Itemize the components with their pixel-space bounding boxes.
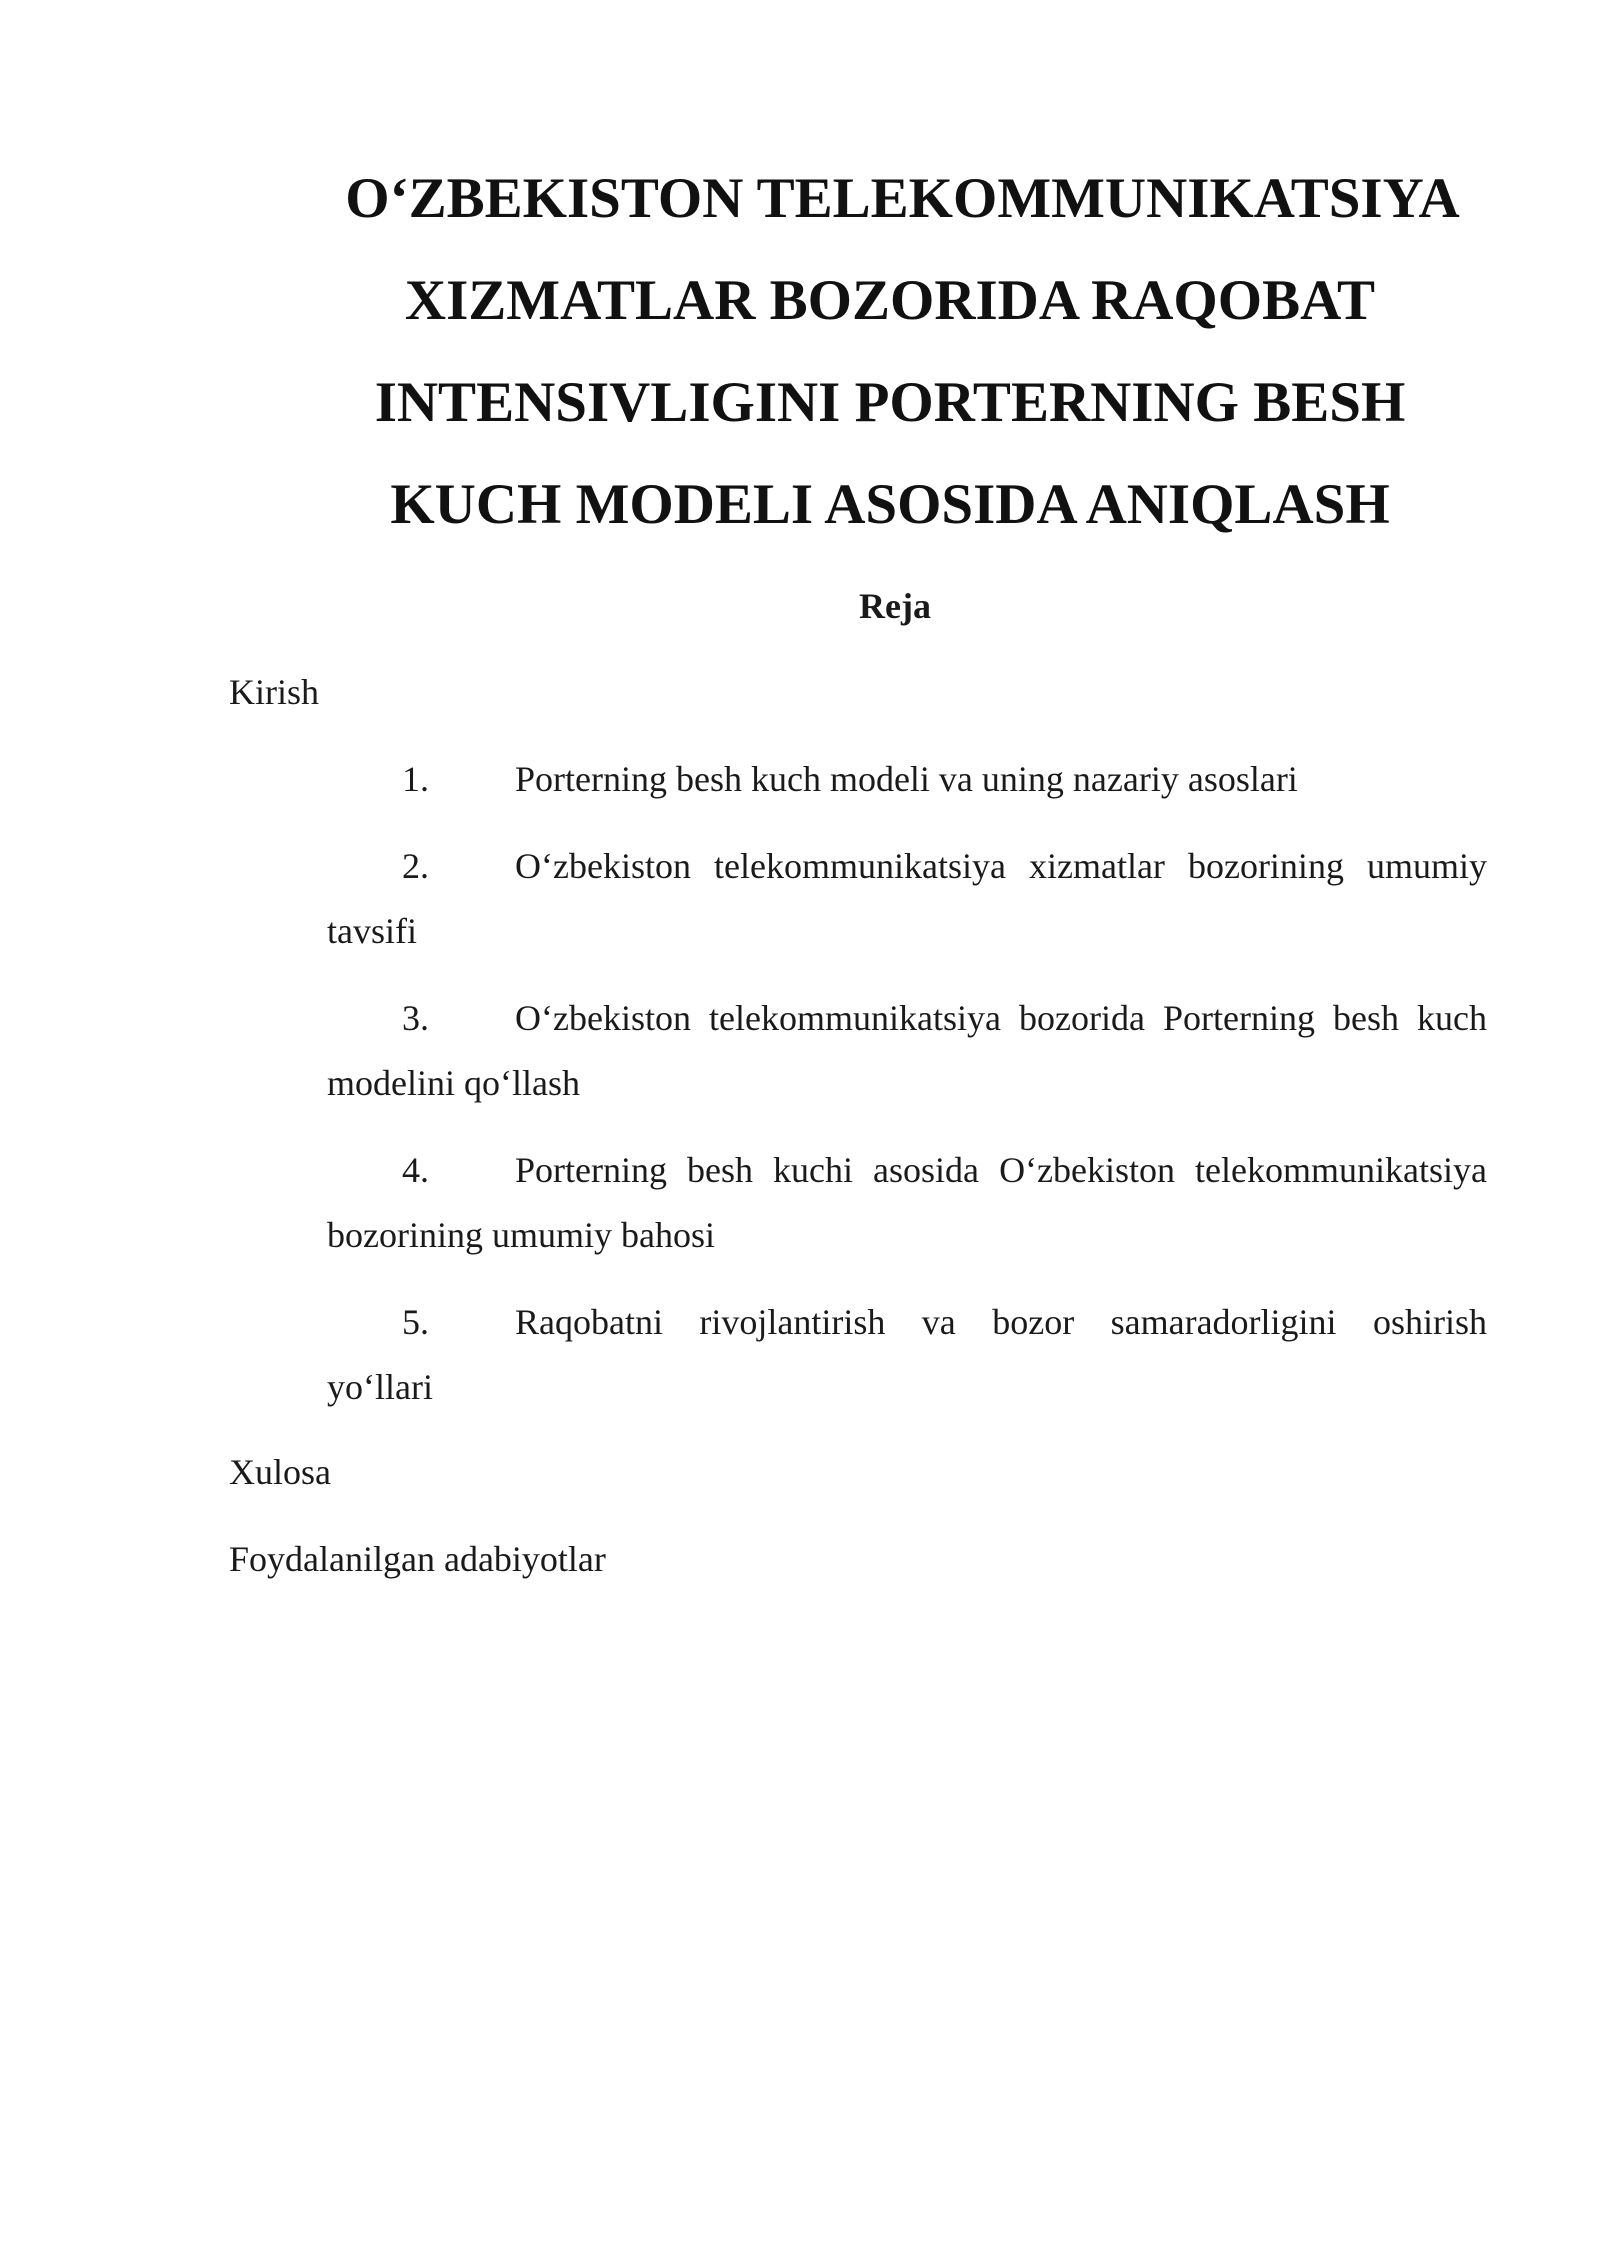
plan-heading: Reja	[859, 586, 931, 626]
plan-item-text: Raqobatni rivojlantirish va bozor samaradorligini oshirish	[515, 1302, 1487, 1342]
plan-item-number: 3.	[402, 998, 429, 1038]
document-title	[300, 148, 1480, 556]
intro-entry: Kirish	[229, 672, 319, 712]
plan-item-text: Porterning besh kuch modeli va uning nazariy asoslari	[515, 759, 1298, 799]
title-line-3: INTENSIVLIGINI PORTERNING BESH	[374, 371, 1406, 434]
plan-item-number: 5.	[402, 1302, 429, 1342]
plan-item-text: O‘zbekiston telekommunikatsiya xizmatlar bozorining umumiy	[515, 846, 1487, 886]
plan-item-2	[327, 834, 1487, 964]
plan-item-number: 1.	[402, 759, 429, 799]
plan-item-continuation: modelini qo‘llash	[327, 1063, 580, 1103]
plan-item-text: O‘zbekiston telekommunikatsiya bozorida Porterning besh kuch	[515, 998, 1487, 1038]
plan-item-1	[327, 747, 1487, 812]
plan-item-3	[327, 986, 1487, 1116]
title-line-1: O‘ZBEKISTON TELEKOMMUNIKATSIYA	[345, 167, 1460, 230]
title-line-2: XIZMATLAR BOZORIDA RAQOBAT	[404, 269, 1376, 332]
plan-item-continuation: tavsifi	[327, 911, 417, 951]
plan-item-4	[327, 1138, 1487, 1268]
conclusion-entry: Xulosa	[229, 1452, 331, 1492]
plan-item-number: 2.	[402, 846, 429, 886]
plan-item-5	[327, 1290, 1487, 1420]
references-entry: Foydalanilgan adabiyotlar	[229, 1539, 606, 1579]
title-line-4: KUCH MODELI ASOSIDA ANIQLASH	[390, 473, 1390, 536]
plan-item-number: 4.	[402, 1150, 429, 1190]
plan-item-continuation: bozorining umumiy bahosi	[327, 1215, 715, 1255]
plan-item-continuation: yo‘llari	[327, 1367, 433, 1407]
plan-item-text: Porterning besh kuchi asosida O‘zbekiston telekommunikatsiya	[515, 1150, 1487, 1190]
